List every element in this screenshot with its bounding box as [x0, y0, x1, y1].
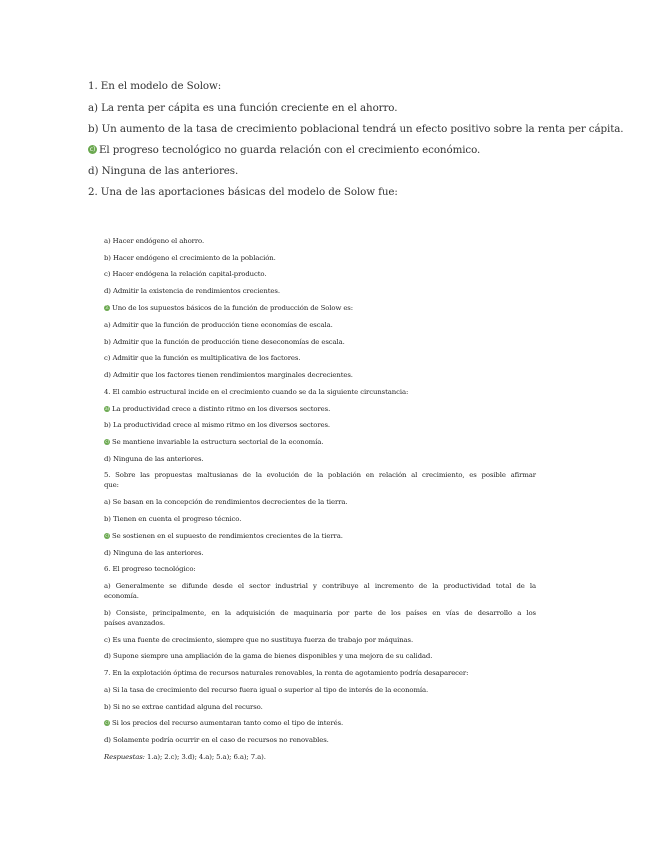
question-2: 2. Una de las aportaciones básicas del modelo de Solow fue: — [88, 186, 398, 198]
question-4-option-c — [104, 438, 323, 446]
question-1: 1. En el modelo de Solow: — [88, 80, 222, 92]
question-4-option-d: d) Ninguna de las anteriores. — [104, 455, 204, 463]
answers-values: 1.a); 2.c); 3.d); 4.a); 5.a); 6.a); 7.a). — [144, 753, 266, 761]
question-6-option-d: d) Supone siempre una ampliación de la gama de bienes disponibles y una mejora de su calidad. — [104, 652, 433, 660]
question-3-text: Uno de los supuestos básicos de la función de producción de Solow es: — [112, 304, 353, 312]
question-3-option-a: a) Admitir que la función de producción tiene economías de escala. — [104, 321, 333, 329]
question-4-option-a-text: La productividad crece a distinto ritmo en los diversos sectores. — [112, 405, 331, 413]
question-3-option-b: b) Admitir que la función de producción tiene deseconomías de escala. — [104, 338, 345, 346]
question-7-option-c — [104, 719, 343, 727]
question-7-option-d: d) Solamente podría ocurrir en el caso de recursos no renovables. — [104, 736, 329, 744]
question-2-option-c: c) Hacer endógena la relación capital-producto. — [104, 270, 267, 278]
highlight-marker-icon: c) — [105, 719, 109, 725]
highlight-marker-icon: c) — [105, 532, 109, 538]
question-6: 6. El progreso tecnológico: — [104, 565, 196, 573]
highlight-marker-icon: c) — [89, 145, 96, 153]
answers-line — [104, 753, 266, 761]
highlight-marker-icon: 3. — [105, 304, 109, 310]
highlight-marker-icon: c) — [105, 438, 109, 444]
question-3-option-d: d) Admitir que los factores tienen rendimientos marginales decrecientes. — [104, 371, 353, 379]
highlight-marker-icon: a) — [105, 405, 109, 411]
question-5-option-a: a) Se basan en la concepción de rendimientos decrecientes de la tierra. — [104, 498, 348, 506]
question-5-option-c-text: Se sostienen en el supuesto de rendimientos crecientes de la tierra. — [112, 532, 343, 540]
question-4: 4. El cambio estructural incide en el crecimiento cuando se da la siguiente circunstancia: — [104, 388, 409, 396]
question-1-option-b: b) Un aumento de la tasa de crecimiento poblacional tendrá un efecto positivo sobre la renta per cápita. — [88, 123, 624, 135]
question-3 — [104, 304, 353, 312]
question-1-option-c — [88, 144, 480, 156]
question-6-option-a-line-1: a) Generalmente se difunde desde el sector industrial y contribuye al incremento de la productividad total de la — [104, 582, 536, 590]
question-7-option-c-text: Si los precios del recurso aumentaran tanto como el tipo de interés. — [112, 719, 344, 727]
question-5-option-b: b) Tienen en cuenta el progreso técnico. — [104, 515, 242, 523]
question-2-option-b: b) Hacer endógeno el crecimiento de la población. — [104, 254, 276, 262]
question-3-option-c: c) Admitir que la función es multiplicativa de los factores. — [104, 354, 301, 362]
question-4-option-b: b) La productividad crece al mismo ritmo en los diversos sectores. — [104, 421, 331, 429]
question-6-option-b-line-1: b) Consiste, principalmente, en la adquisición de maquinaria por parte de los países en vías de desarrollo a los — [104, 609, 536, 617]
question-1-option-a: a) La renta per cápita es una función creciente en el ahorro. — [88, 102, 398, 114]
question-5-option-c — [104, 532, 343, 540]
question-2-option-a: a) Hacer endógeno el ahorro. — [104, 237, 205, 245]
question-4-option-c-text: Se mantiene invariable la estructura sectorial de la economía. — [112, 438, 324, 446]
question-7: 7. En la explotación óptima de recursos naturales renovables, la renta de agotamiento podría desaparecer: — [104, 669, 469, 677]
question-5-line-2: que: — [104, 481, 119, 489]
answers-label: Respuestas: — [104, 753, 145, 761]
question-6-option-b-line-2: países avanzados. — [104, 619, 165, 627]
question-5-line-1: 5. Sobre las propuestas maltusianas de la evolución de la población en relación al crecimiento, es posible afirmar — [104, 471, 536, 479]
question-1-option-c-text: El progreso tecnológico no guarda relación con el crecimiento económico. — [99, 144, 481, 156]
question-1-option-d: d) Ninguna de las anteriores. — [88, 165, 239, 177]
question-7-option-b: b) Si no se extrae cantidad alguna del recurso. — [104, 703, 263, 711]
question-4-option-a — [104, 405, 330, 413]
question-2-option-d: d) Admitir la existencia de rendimientos crecientes. — [104, 287, 280, 295]
question-7-option-a: a) Si la tasa de crecimiento del recurso fuera igual o superior al tipo de interés de la economía. — [104, 686, 429, 694]
question-5-option-d: d) Ninguna de las anteriores. — [104, 549, 204, 557]
question-6-option-c: c) Es una fuente de crecimiento, siempre que no sustituya fuerza de trabajo por máquinas. — [104, 636, 414, 644]
question-6-option-a-line-2: economía. — [104, 592, 139, 600]
